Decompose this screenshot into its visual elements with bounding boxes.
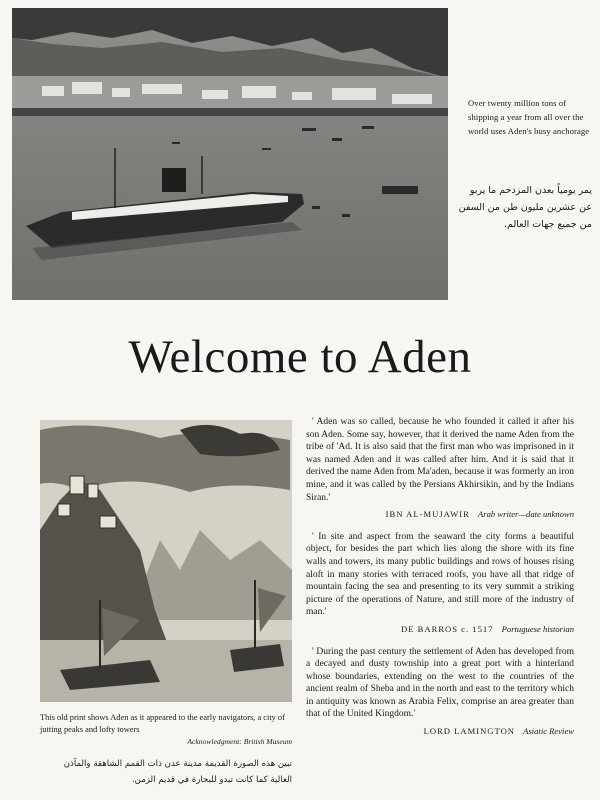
quote-author: DE BARROS c. 1517 [401,623,494,634]
print-caption-text: This old print shows Aden as it appeared to the early navigators, a city of jutting peaks and lofty towers [40,713,285,734]
harbour-photo [12,8,448,300]
page-title: Welcome to Aden [128,331,472,383]
quotes-column [306,416,574,748]
harbour-caption: Over twenty million tons of shipping a year from all over the world uses Aden's busy anchorage [468,98,590,136]
quote-author-role: Portuguese historian [501,623,574,634]
quote-text: ' Aden was so called, because he who founded it called it after his son Aden. Some say, however, that it derived the name Aden from the tribe of 'Ad. It is also said that the first man who was imprisoned in it was named Aden and it was called after him. And it is said that it derived the name Aden from Ma'aden, because it was formerly an iron mine, and it was called by the Persians Akhirsikin, and by the Indians Siran.' [306,417,574,503]
old-print-illustration [40,420,292,702]
harbour-caption-arabic: يمر يومياً بعدن المزدحم ما يربو عن عشرين مليون طن من السفن من جميع جهات العالم. [458,185,592,230]
quote-attribution [306,623,574,636]
quote-attribution [306,725,574,738]
quote-text: ' In site and aspect from the seaward the city forms a beautiful object, for besides the part which lies along the shore with its fine walls and towers, its many public buildings and rows of houses rising aloft in many stories with terraced roofs, you have all that ridge of mountain facing the sea and presenting to its very summit a striking picture of the operations of Nature, and still more of the industry of man.' [306,531,574,618]
print-caption-arabic: تبين هذه الصورة القديمة مدينة عدن ذات القمم الشاهقة والمآذن العالية كما كانت تبدو للبحارة في قديم الزمن. [63,759,292,785]
quote-author: IBN AL-MUJAWIR [385,509,470,520]
quote-text: ' During the past century the settlement of Aden has developed from a decayed and dusty township into a great port with a hinterland whose boundaries, extending on the west to the countries of the ancient realm of Sheba and in the north and east to the territory which in antiquity was known as Arabia Felix, comprise an area greater than that of the United Kingdom.' [306,646,574,720]
quote-author-role: Asiatic Review [523,726,574,737]
quote-author: LORD LAMINGTON [423,726,515,737]
print-acknowledgment: Acknowledgment: British Museum [187,737,292,746]
quote-attribution [306,508,574,521]
quote-author-role: Arab writer—date unknown [478,509,574,520]
print-caption [40,712,292,748]
